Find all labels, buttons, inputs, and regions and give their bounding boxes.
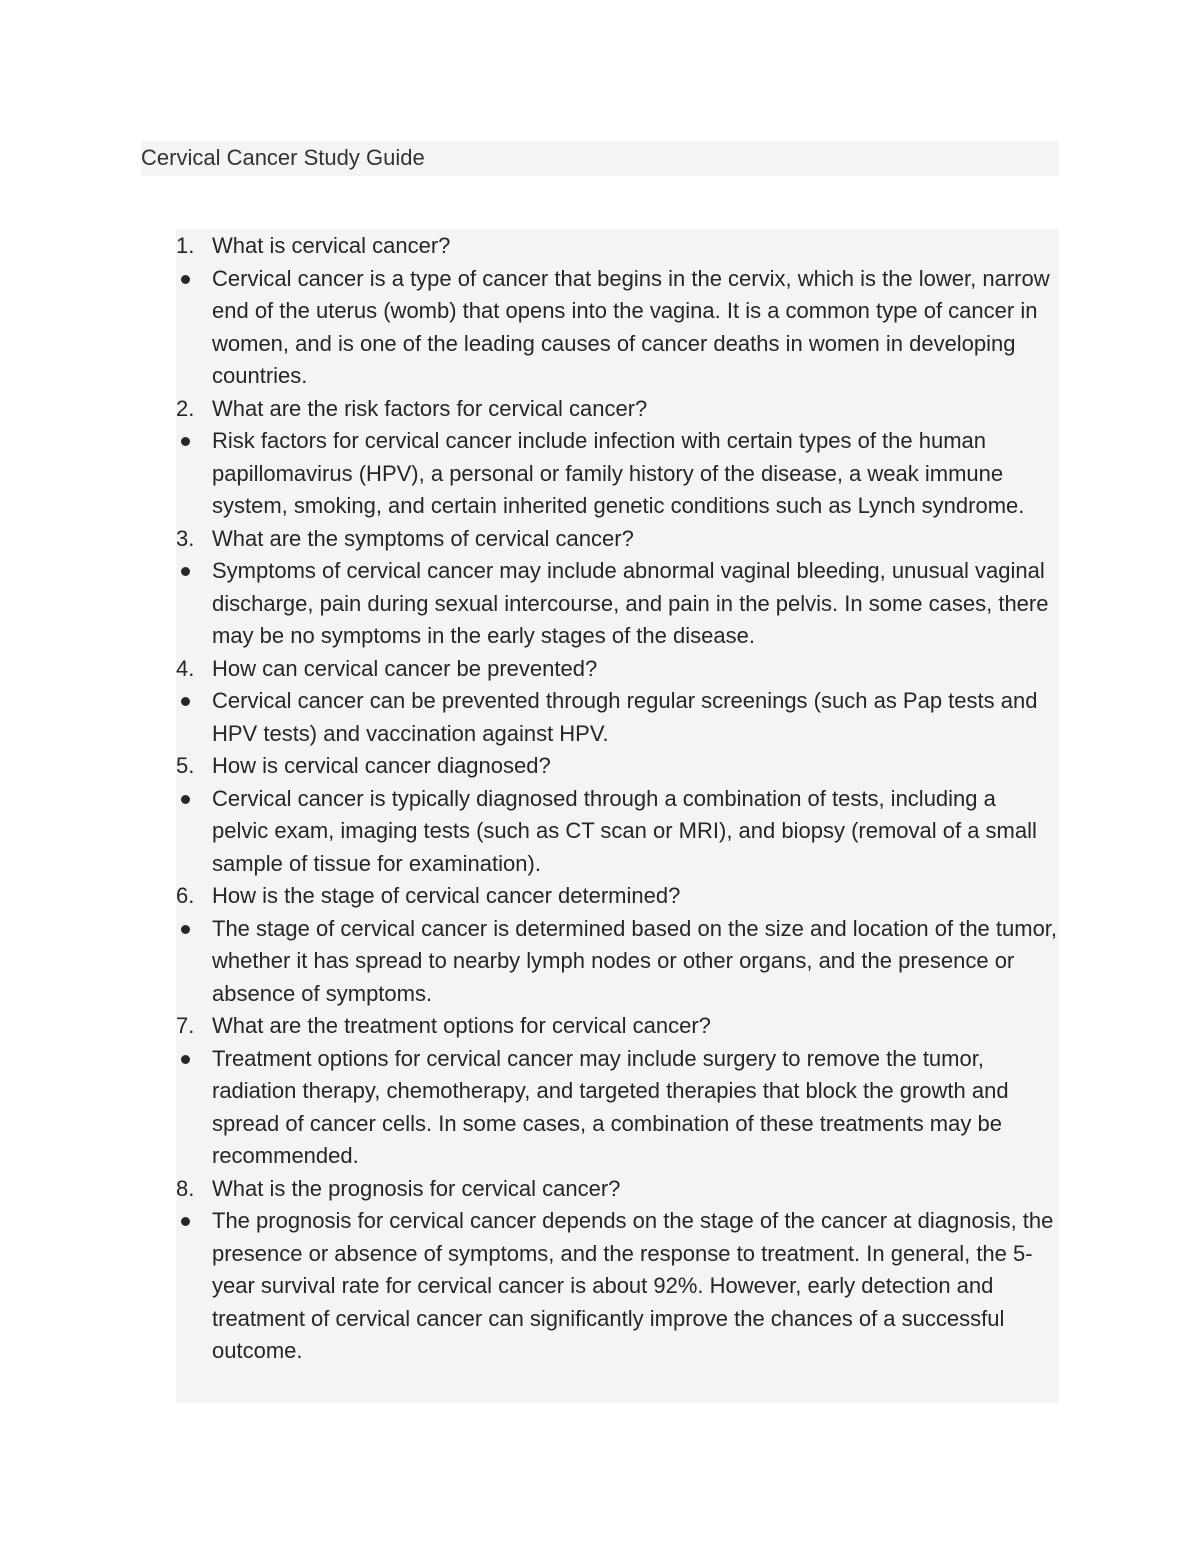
answer-item (176, 263, 1059, 393)
bullet-icon (181, 275, 190, 284)
study-guide-content (176, 229, 1059, 1403)
answer-item (176, 913, 1059, 1011)
question-item (176, 750, 1059, 783)
answer-text: Treatment options for cervical cancer may include surgery to remove the tumor, radiation therapy, chemotherapy, and targeted therapies that block the growth and spread of cancer cells. In some cases, a combination of these treatments may be recommended. (212, 1045, 1009, 1168)
question-number: 4. (176, 655, 195, 681)
answer-item (176, 685, 1059, 750)
question-text: What is cervical cancer? (212, 233, 451, 258)
bullet-icon (181, 567, 190, 576)
question-item (176, 1010, 1059, 1043)
question-number: 7. (176, 1013, 195, 1038)
question-text: How can cervical cancer be prevented? (212, 655, 598, 681)
question-answer-list (176, 229, 1059, 1368)
bullet-icon (181, 697, 190, 706)
question-item (176, 230, 1059, 263)
question-number: 6. (176, 883, 195, 908)
question-item (176, 1173, 1059, 1206)
answer-item (176, 1043, 1059, 1173)
title-block (141, 141, 1059, 176)
question-number: 2. (176, 395, 195, 421)
question-text: What are the symptoms of cervical cancer? (212, 525, 634, 551)
bullet-icon (181, 1217, 190, 1226)
answer-item (176, 1205, 1059, 1368)
document-title: Cervical Cancer Study Guide (141, 145, 425, 170)
question-text: What are the treatment options for cervical cancer? (212, 1013, 711, 1038)
answer-text: Cervical cancer is typically diagnosed through a combination of tests, including a pelvic exam, imaging tests (such as CT scan or MRI), and biopsy (removal of a small sample of tissue for examination). (212, 785, 1037, 876)
question-text: What are the risk factors for cervical cancer? (212, 395, 648, 421)
answer-text: The stage of cervical cancer is determined based on the size and location of the tumor, whether it has spread to nearby lymph nodes or other organs, and the presence or absence of symptoms. (212, 915, 1058, 1006)
bullet-icon (181, 795, 190, 804)
bullet-icon (181, 437, 190, 446)
answer-text: The prognosis for cervical cancer depends on the stage of the cancer at diagnosis, the presence or absence of symptoms, and the response to treatment. In general, the 5-year survival rate for cervical cancer is about 92%. However, early detection and treatment of cervical cancer can significantly improve the chances of a successful outcome. (212, 1208, 1054, 1363)
question-number: 1. (176, 233, 195, 258)
bullet-icon (181, 925, 190, 934)
question-text: What is the prognosis for cervical cancer? (212, 1175, 621, 1201)
question-text: How is cervical cancer diagnosed? (212, 753, 551, 778)
answer-text: Symptoms of cervical cancer may include abnormal vaginal bleeding, unusual vaginal discharge, pain during sexual intercourse, and pain in the pelvis. In some cases, there may be no symptoms in the early stages of the disease. (212, 558, 1049, 648)
question-number: 8. (176, 1175, 195, 1201)
answer-text: Cervical cancer can be prevented through regular screenings (such as Pap tests and HPV tests) and vaccination against HPV. (212, 688, 1038, 746)
question-text: How is the stage of cervical cancer determined? (212, 883, 681, 908)
question-item (176, 880, 1059, 913)
question-item (176, 393, 1059, 426)
answer-text: Cervical cancer is a type of cancer that begins in the cervix, which is the lower, narrow end of the uterus (womb) that opens into the vagina. It is a common type of cancer in women, and is one of the leading causes of cancer deaths in women in developing countries. (212, 265, 1050, 388)
question-number: 3. (176, 525, 195, 551)
answer-item (176, 555, 1059, 653)
answer-item (176, 425, 1059, 523)
answer-text: Risk factors for cervical cancer include infection with certain types of the human papillomavirus (HPV), a personal or family history of the disease, a weak immune system, smoking, and certain inherited genetic conditions such as Lynch syndrome. (212, 428, 1025, 518)
answer-item (176, 783, 1059, 881)
question-number: 5. (176, 753, 195, 778)
bullet-icon (181, 1055, 190, 1064)
question-item (176, 653, 1059, 686)
question-item (176, 523, 1059, 556)
